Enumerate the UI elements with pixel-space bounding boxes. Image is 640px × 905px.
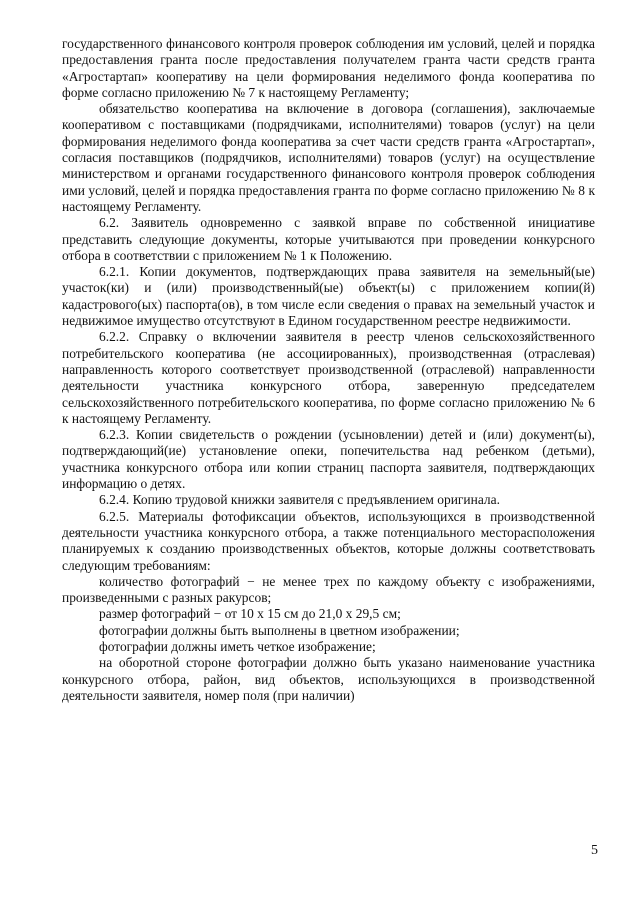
photo-requirement-reverse-side: на оборотной стороне фотографии должно быть указано наименование участника конкурсного отбора, район, вид объектов, использующихся в производственной деятельности заявителя, номер поля (при наличии) (62, 655, 595, 703)
photo-requirement-clarity: фотографии должны иметь четкое изображение; (99, 638, 376, 654)
paragraph-6-2: 6.2. Заявитель одновременно с заявкой вправе по собственной инициативе представить следующие документы, которые учитываются при проведении конкурсного отбора в соответствии с приложением № 1 к Положению. (62, 215, 595, 263)
paragraph-continuation: государственного финансового контроля проверок соблюдения им условий, целей и порядка предоставления гранта после предоставления получателем гранта части средств гранта «Агростартап» кооперативу на цели формирования неделимого фонда кооператива по форме согласно приложению № 7 к настоящему Регламенту; (62, 36, 595, 100)
photo-requirement-count: количество фотографий − не менее трех по каждому объекту с изображениями, произведенными с разных ракурсов; (62, 573, 595, 606)
photo-requirement-color: фотографии должны быть выполнены в цветном изображении; (99, 622, 460, 638)
document-body (62, 36, 595, 704)
paragraph-6-2-3: 6.2.3. Копии свидетельств о рождении (усыновлении) детей и (или) документ(ы), подтверждающий(ие) установление опеки, попечительства над ребенком (детьми), участника конкурсного отбора или копии страниц паспорта заявителя, подтверждающих информацию о детях. (62, 427, 595, 492)
paragraph-6-2-5: 6.2.5. Материалы фотофиксации объектов, использующихся в производственной деятельности участника конкурсного отбора, а также потенциального месторасположения планируемых к созданию производственных объектов, которые должны соответствовать следующим требованиям: (62, 508, 595, 573)
paragraph-6-2-4: 6.2.4. Копию трудовой книжки заявителя с предъявлением оригинала. (99, 492, 500, 508)
photo-requirement-size: размер фотографий − от 10 x 15 см до 21,0 x 29,5 см; (99, 606, 401, 622)
paragraph-obligation: обязательство кооператива на включение в договора (соглашения), заключаемые кооперативом с поставщиками (подрядчиками, исполнителями) товаров (услуг) на цели формирования неделимого фонда кооператива за счет части средств гранта «Агростартап», согласия поставщиков (подрядчиков, исполнителями) товаров (услуг) на осуществление министерством и органами государственного финансового контроля проверок соблюдения ими условий, целей и порядка предоставления гранта по форме согласно приложению № 8 к настоящему Регламенту. (62, 101, 595, 214)
paragraph-6-2-1: 6.2.1. Копии документов, подтверждающих права заявителя на земельный(ые) участок(ки) и (или) производственный(ые) объект(ы) с приложением копии(й) кадастрового(ых) паспорта(ов), в том числе если сведения о правах на земельный участок и недвижимое имущество отсутствуют в Едином государственном реестре недвижимости. (62, 264, 595, 329)
paragraph-6-2-2: 6.2.2. Справку о включении заявителя в реестр членов сельскохозяйственного потребительского кооператива (не ассоциированных), производственная (отраслевая) направленность которого соответствует производственной (отраслевой) направленности деятельности участника конкурсного отбора, заверенную председателем сельскохозяйственного потребительского кооператива, по форме согласно приложению № 6 к настоящему Регламенту. (62, 329, 595, 426)
page-number: 5 (591, 843, 598, 858)
